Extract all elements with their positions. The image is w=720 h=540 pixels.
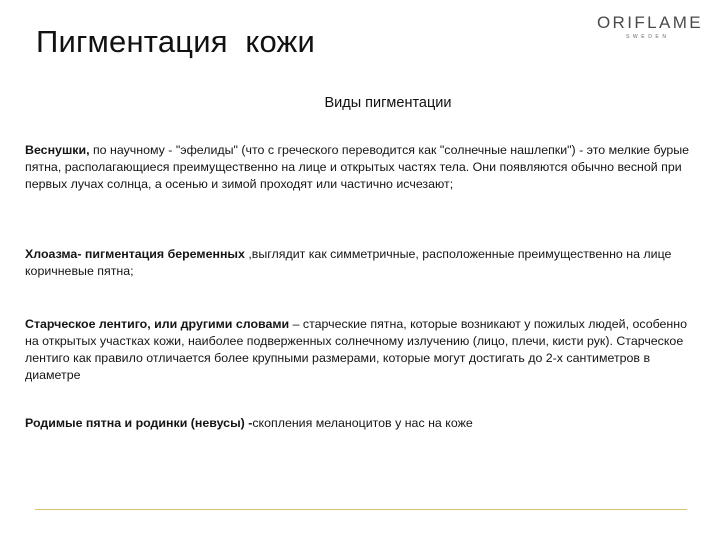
paragraph-lentigo <box>25 316 690 384</box>
logo-wordmark: ORIFLAME <box>596 13 704 32</box>
term-nevi: Родимые пятна и родинки (невусы) - <box>25 416 253 430</box>
oriflame-logo <box>594 13 706 40</box>
paragraph-chloasma <box>25 246 690 280</box>
section-subtitle: Виды пигментации <box>324 95 452 111</box>
term-freckles: Веснушки, <box>25 143 90 157</box>
definition-chloasma: ,выглядит как симметричные, расположенные преимущественно на лице коричневые пятна; <box>25 247 672 278</box>
term-lentigo: Старческое лентиго, или другими словами <box>25 317 290 331</box>
term-chloasma: Хлоазма- пигментация беременных <box>25 247 245 261</box>
definition-freckles: по научному - "эфелиды" (что с греческого переводится как "солнечные нашлепки") - это мелкие бурые пятна, располагающиеся преимущественно на лице и открытых частях тела. Они появляются обычно весной при первых лучах солнца, а осенью и зимой проходят или частично исчезают; <box>25 143 690 191</box>
definition-lentigo: – старческие пятна, которые возникают у пожилых людей, особенно на открытых участках кожи, наиболее подверженных солнечному излучению (лицо, плечи, кисти рук). Старческое лентиго как правило отличается более крупными размерами, которые могут достигать до 2-х сантиметров в диаметре <box>25 317 688 382</box>
paragraph-freckles <box>25 142 690 193</box>
bottom-divider <box>35 509 687 510</box>
slide-title: Пигментация кожи <box>36 24 316 59</box>
paragraph-nevi <box>25 415 690 432</box>
logo-subtext: SWEDEN <box>626 34 670 40</box>
definition-nevi: скопления меланоцитов у нас на коже <box>252 416 473 430</box>
